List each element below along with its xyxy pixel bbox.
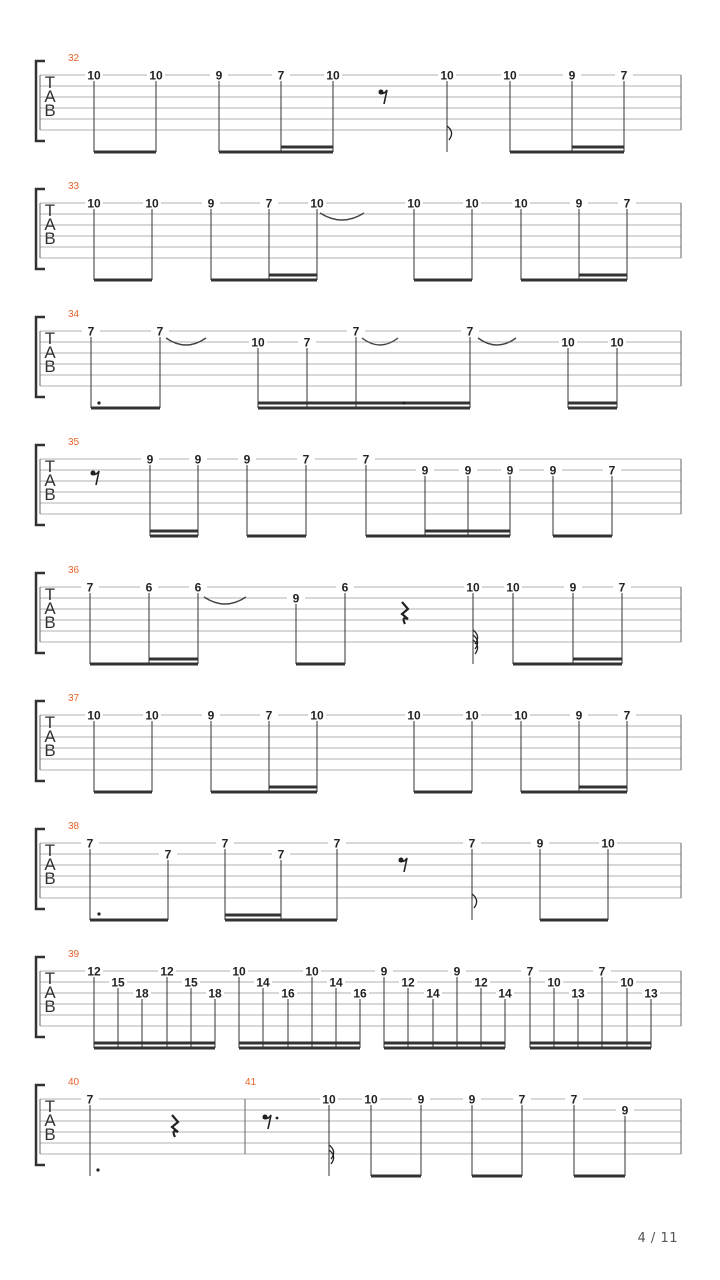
- fret-number: 10: [87, 708, 101, 723]
- fret-number: 10: [310, 708, 324, 723]
- augmentation-dot: [97, 912, 100, 915]
- measure-number: 39: [68, 949, 80, 960]
- fret-number: 9: [243, 452, 251, 467]
- fret-number: 15: [184, 975, 198, 990]
- fret-number: 13: [644, 986, 658, 1001]
- system-37: [36, 693, 681, 792]
- fret-number: 7: [623, 196, 631, 211]
- fret-number: 10: [145, 708, 159, 723]
- fret-number: 14: [498, 986, 512, 1001]
- fret-number: 9: [215, 68, 223, 83]
- fret-number: 9: [536, 836, 544, 851]
- measure-number: 36: [68, 565, 80, 576]
- fret-number: 10: [503, 68, 517, 83]
- fret-number: 6: [341, 580, 349, 595]
- tie: [478, 338, 516, 345]
- fret-number: 12: [401, 975, 415, 990]
- measure-number: 32: [68, 53, 80, 64]
- system-33: [36, 181, 681, 280]
- fret-number: 9: [549, 463, 557, 478]
- fret-number: 9: [146, 452, 154, 467]
- tab-clef-letter: A: [44, 87, 56, 106]
- fret-number: 7: [570, 1092, 578, 1107]
- fret-number: 7: [362, 452, 370, 467]
- tab-clef-letter: A: [44, 727, 56, 746]
- eighth-rest: [263, 1115, 272, 1130]
- fret-number: 16: [281, 986, 295, 1001]
- fret-number: 7: [87, 324, 95, 339]
- fret-number: 7: [265, 196, 273, 211]
- fret-number: 9: [207, 196, 215, 211]
- fret-number: 7: [86, 1092, 94, 1107]
- tab-clef-letter: B: [44, 229, 56, 248]
- fret-number: 10: [87, 196, 101, 211]
- fret-number: 6: [194, 580, 202, 595]
- fret-number: 7: [303, 335, 311, 350]
- fret-number: 10: [620, 975, 634, 990]
- fret-number: 9: [568, 68, 576, 83]
- fret-number: 10: [465, 708, 479, 723]
- system-35: [36, 437, 681, 536]
- tie: [362, 338, 398, 345]
- fret-number: 14: [329, 975, 343, 990]
- fret-number: 12: [87, 964, 101, 979]
- fret-number: 9: [417, 1092, 425, 1107]
- fret-number: 7: [86, 580, 94, 595]
- fret-number: 18: [208, 986, 222, 1001]
- fret-number: 7: [156, 324, 164, 339]
- tab-clef-letter: A: [44, 983, 56, 1002]
- tab-clef-letter: A: [44, 1111, 56, 1130]
- fret-number: 7: [620, 68, 628, 83]
- fret-number: 10: [610, 335, 624, 350]
- fret-number: 9: [464, 463, 472, 478]
- tab-clef-letter: T: [44, 201, 56, 220]
- fret-number: 9: [621, 1103, 629, 1118]
- fret-number: 9: [194, 452, 202, 467]
- eighth-rest: [91, 471, 100, 486]
- system-38: [36, 821, 681, 920]
- augmentation-dot: [96, 1168, 99, 1171]
- tab-clef-letter: T: [44, 969, 56, 988]
- fret-number: 9: [292, 591, 300, 606]
- note-flag: [472, 894, 477, 908]
- fret-number: 18: [135, 986, 149, 1001]
- fret-number: 15: [111, 975, 125, 990]
- fret-number: 7: [86, 836, 94, 851]
- fret-number: 9: [575, 196, 583, 211]
- rest-dot: [276, 1117, 279, 1120]
- fret-number: 7: [277, 847, 285, 862]
- fret-number: 10: [322, 1092, 336, 1107]
- fret-number: 7: [352, 324, 360, 339]
- fret-number: 7: [623, 708, 631, 723]
- fret-number: 9: [421, 463, 429, 478]
- fret-number: 10: [561, 335, 575, 350]
- fret-number: 10: [440, 68, 454, 83]
- measure-number: 33: [68, 181, 80, 192]
- fret-number: 7: [221, 836, 229, 851]
- tab-clef-letter: B: [44, 1125, 56, 1144]
- fret-number: 7: [618, 580, 626, 595]
- tab-clef-letter: T: [44, 585, 56, 604]
- page-number: 4 / 11: [637, 1231, 678, 1246]
- fret-number: 14: [256, 975, 270, 990]
- tab-clef-letter: B: [44, 485, 56, 504]
- fret-number: 7: [608, 463, 616, 478]
- fret-number: 7: [468, 836, 476, 851]
- fret-number: 7: [518, 1092, 526, 1107]
- fret-number: 7: [277, 68, 285, 83]
- tab-clef-letter: B: [44, 869, 56, 888]
- fret-number: 10: [407, 196, 421, 211]
- measure-number: 40: [68, 1077, 80, 1088]
- fret-number: 9: [453, 964, 461, 979]
- tie: [166, 338, 206, 345]
- fret-number: 10: [232, 964, 246, 979]
- fret-number: 10: [601, 836, 615, 851]
- quarter-rest: [172, 1115, 178, 1137]
- tab-clef-letter: T: [44, 73, 56, 92]
- fret-number: 10: [251, 335, 265, 350]
- fret-number: 10: [514, 708, 528, 723]
- fret-number: 7: [265, 708, 273, 723]
- fret-number: 7: [302, 452, 310, 467]
- measure-number: 35: [68, 437, 80, 448]
- fret-number: 13: [571, 986, 585, 1001]
- fret-number: 12: [474, 975, 488, 990]
- system-36: [36, 565, 681, 664]
- fret-number: 7: [164, 847, 172, 862]
- fret-number: 7: [466, 324, 474, 339]
- tab-clef-letter: B: [44, 997, 56, 1016]
- tab-clef-letter: B: [44, 101, 56, 120]
- fret-number: 10: [145, 196, 159, 211]
- fret-number: 16: [353, 986, 367, 1001]
- tab-clef-letter: T: [44, 329, 56, 348]
- tab-clef-letter: B: [44, 741, 56, 760]
- tab-clef-letter: T: [44, 1097, 56, 1116]
- fret-number: 10: [310, 196, 324, 211]
- fret-number: 9: [506, 463, 514, 478]
- fret-number: 10: [466, 580, 480, 595]
- augmentation-dot: [97, 401, 100, 404]
- tab-clef-letter: B: [44, 613, 56, 632]
- fret-number: 9: [468, 1092, 476, 1107]
- fret-number: 10: [305, 964, 319, 979]
- fret-number: 10: [364, 1092, 378, 1107]
- fret-number: 10: [547, 975, 561, 990]
- fret-number: 12: [160, 964, 174, 979]
- fret-number: 7: [333, 836, 341, 851]
- fret-number: 10: [514, 196, 528, 211]
- fret-number: 10: [506, 580, 520, 595]
- tab-clef-letter: T: [44, 457, 56, 476]
- fret-number: 14: [426, 986, 440, 1001]
- tab-clef-letter: A: [44, 471, 56, 490]
- measure-number: 41: [245, 1077, 257, 1088]
- tab-clef-letter: A: [44, 215, 56, 234]
- tab-clef-letter: B: [44, 357, 56, 376]
- system-39: [36, 949, 681, 1048]
- fret-number: 10: [87, 68, 101, 83]
- fret-number: 7: [526, 964, 534, 979]
- system-34: [36, 309, 681, 408]
- fret-number: 9: [575, 708, 583, 723]
- tab-clef-letter: A: [44, 855, 56, 874]
- fret-number: 10: [407, 708, 421, 723]
- augmentation-dot: [402, 401, 405, 404]
- measure-number: 34: [68, 309, 80, 320]
- note-flag: [447, 126, 452, 140]
- measure-number: 37: [68, 693, 80, 704]
- quarter-rest: [402, 602, 408, 624]
- tab-clef-letter: T: [44, 841, 56, 860]
- fret-number: 10: [149, 68, 163, 83]
- fret-number: 7: [598, 964, 606, 979]
- measure-number: 38: [68, 821, 80, 832]
- tab-clef-letter: T: [44, 713, 56, 732]
- tab-clef-letter: A: [44, 599, 56, 618]
- tab-clef-letter: A: [44, 343, 56, 362]
- fret-number: 9: [380, 964, 388, 979]
- fret-number: 10: [326, 68, 340, 83]
- system-40: [36, 1077, 681, 1176]
- fret-number: 9: [207, 708, 215, 723]
- system-32: [36, 53, 681, 152]
- fret-number: 6: [145, 580, 153, 595]
- fret-number: 10: [465, 196, 479, 211]
- fret-number: 9: [569, 580, 577, 595]
